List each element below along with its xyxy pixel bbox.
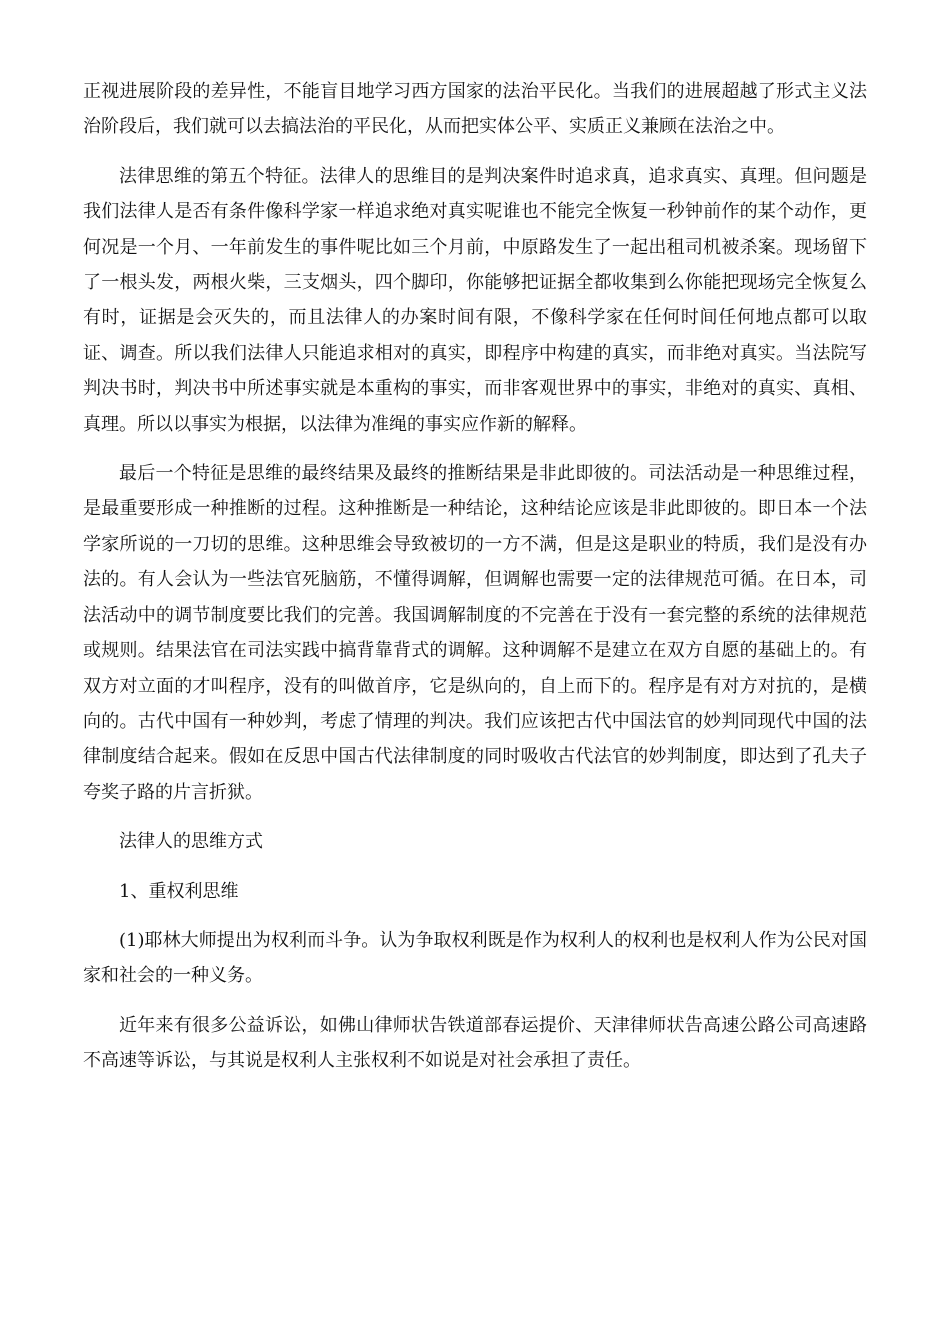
section-heading: 法律人的思维方式	[119, 831, 263, 853]
paragraph-jhering: (1)耶林大师提出为权利而斗争。认为争取权利既是作为权利人的权利也是权利人作为公民对国家和社会的一种义务。	[83, 929, 867, 987]
subsection-heading: 1、重权利思维	[119, 880, 239, 902]
paragraph-public-interest: 近年来有很多公益诉讼，如佛山律师状告铁道部春运提价、天津律师状告高速公路公司高速路不高速等诉讼，与其说是权利人主张权利不如说是对社会承担了责任。	[83, 1014, 867, 1072]
paragraph-last-feature: 最后一个特征是思维的最终结果及最终的推断结果是非此即彼的。司法活动是一种思维过程，是最重要形成一种推断的过程。这种推断是一种结论，这种结论应该是非此即彼的。即日本一个法学家所说的一刀切的思维。这种思维会导致被切的一方不满，但是这是职业的特质，我们是没有办法的。有人会认为一些法官死脑筋，不懂得调解，但调解也需要一定的法律规范可循。在日本，司法活动中的调节制度要比我们的完善。我国调解制度的不完善在于没有一套完整的系统的法律规范或规则。结果法官在司法实践中搞背靠背式的调解。这种调解不是建立在双方自愿的基础上的。有双方对立面的才叫程序，没有的叫做首序，它是纵向的，自上而下的。程序是有对方对抗的，是横向的。古代中国有一种妙判，考虑了情理的判决。我们应该把古代中国法官的妙判同现代中国的法律制度结合起来。假如在反思中国古代法律制度的同时吸收古代法官的妙判制度，即达到了孔夫子夸奖子路的片言折狱。	[83, 463, 867, 803]
document-page	[83, 74, 867, 1079]
paragraph-continuation: 正视进展阶段的差异性，不能盲目地学习西方国家的法治平民化。当我们的进展超越了形式主义法治阶段后，我们就可以去搞法治的平民化，从而把实体公平、实质正义兼顾在法治之中。	[83, 81, 867, 138]
paragraph-fifth-feature: 法律思维的第五个特征。法律人的思维目的是判决案件时追求真，追求真实、真理。但问题是我们法律人是否有条件像科学家一样追求绝对真实呢谁也不能完全恢复一秒钟前作的某个动作，更何况是一个月、一年前发生的事件呢比如三个月前，中原路发生了一起出租司机被杀案。现场留下了一根头发，两根火柴，三支烟头，四个脚印，你能够把证据全都收集到么你能把现场完全恢复么有时，证据是会灭失的，而且法律人的办案时间有限，不像科学家在任何时间任何地点都可以取证、调查。所以我们法律人只能追求相对的真实，即程序中构建的真实，而非绝对真实。当法院写判决书时，判决书中所述事实就是本重构的事实，而非客观世界中的事实，非绝对的真实、真相、真理。所以以事实为根据，以法律为准绳的事实应作新的解释。	[83, 165, 867, 435]
